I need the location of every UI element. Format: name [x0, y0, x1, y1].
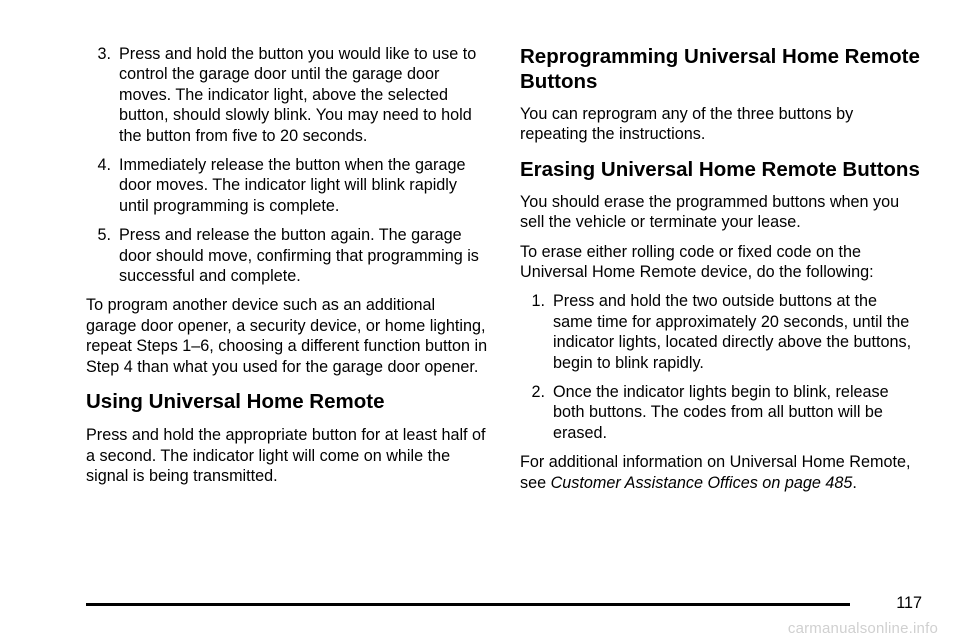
right-column [520, 44, 920, 502]
watermark: carmanualsonline.info [787, 620, 938, 637]
using-remote-paragraph: Press and hold the appropriate button for at least half of a second. The indicator light will come on while the signal is being transmitted. [86, 426, 486, 485]
erase-when-selling-paragraph: You should erase the programmed buttons when you sell the vehicle or terminate your lease. [520, 192, 900, 232]
cross-reference-link[interactable]: Customer Assistance Offices on page 485 [550, 473, 853, 492]
list-item [86, 44, 490, 146]
list-item [520, 291, 920, 373]
reprogramming-paragraph: You can reprogram any of the three buttons by repeating the instructions. [520, 105, 854, 144]
section-heading-reprogramming: Reprogramming Universal Home Remote Buttons [520, 45, 920, 93]
step-number: 2. [531, 383, 545, 402]
list-item [86, 155, 490, 216]
footer-rule [86, 603, 850, 606]
page-number: 117 [896, 594, 922, 612]
step-number: 1. [531, 292, 545, 311]
section-heading-erasing: Erasing Universal Home Remote Buttons [520, 157, 920, 181]
steps-list-continued [86, 44, 490, 286]
left-column [86, 44, 490, 495]
step-text: Press and hold the two outside buttons at the same time for approximately 20 seconds, until the indicator lights, located directly above the buttons, begin to blink rapidly. [553, 292, 912, 372]
additional-info-prefix: For additional information on Universal Home Remote, see [520, 453, 911, 492]
additional-info-paragraph [520, 452, 920, 493]
step-text: Press and hold the button you would like to use to control the garage door until the garage door moves. The indicator light, above the selected button, should slowly blink. You may need to hold the button from five to 20 seconds. [119, 45, 477, 145]
step-number: 3. [97, 45, 111, 63]
section-heading-using: Using Universal Home Remote [86, 390, 385, 414]
additional-info-suffix: . [852, 473, 857, 492]
step-text: Press and release the button again. The garage door should move, confirming that programming is successful and complete. [119, 226, 479, 286]
list-item [520, 382, 920, 443]
erase-steps-list [520, 291, 920, 443]
erase-instructions-intro: To erase either rolling code or fixed code on the Universal Home Remote device, do the following: [520, 242, 874, 282]
program-another-device-paragraph: To program another device such as an additional garage door opener, a security device, or home lighting, repeat Steps 1–6, choosing a different function button in Step 4 than what you used for the garage door opener. [86, 296, 488, 376]
step-text: Once the indicator lights begin to blink, release both buttons. The codes from all button will be erased. [553, 383, 889, 442]
list-item [86, 225, 490, 286]
step-number: 4. [97, 156, 111, 175]
step-text: Immediately release the button when the garage door moves. The indicator light will blink rapidly until programming is complete. [119, 156, 466, 215]
step-number: 5. [97, 226, 111, 245]
